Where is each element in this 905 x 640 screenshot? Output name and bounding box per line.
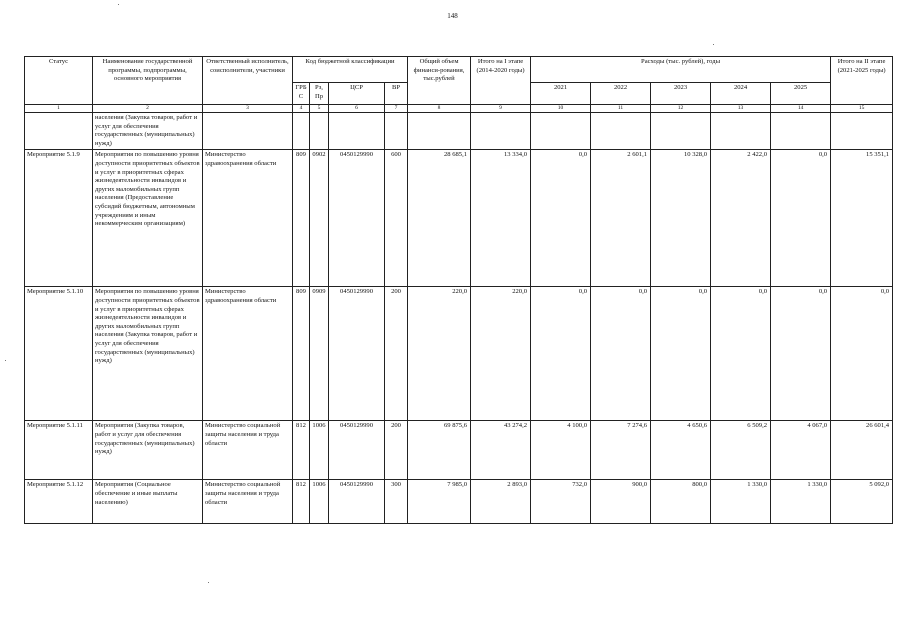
header-year-2021: 2021	[531, 83, 591, 105]
row-csr: 0450129990	[329, 287, 385, 421]
header-vr: ВР	[385, 83, 408, 105]
column-number: 2	[93, 105, 203, 113]
continuation-text: населения (Закупка товаров, работ и услуг для обеспечения государственных (муниципальных) нужд)	[93, 113, 203, 150]
row-rzpr: 0909	[310, 287, 329, 421]
table-row	[25, 287, 893, 421]
row-responsible: Министерство социальной защиты населения и труда области	[203, 421, 293, 480]
row-y2021: 4 100,0	[531, 421, 591, 480]
row-responsible: Министерство здравоохранения области	[203, 150, 293, 287]
row-stage1: 43 274,2	[471, 421, 531, 480]
header-stage1: Итого на I этапе (2014-2020 годы)	[471, 57, 531, 105]
header-expenses: Расходы (тыс. рублей), годы	[531, 57, 831, 83]
page-number: 148	[447, 12, 458, 20]
scan-speck	[118, 4, 119, 5]
column-number: 12	[651, 105, 711, 113]
header-year-2025: 2025	[771, 83, 831, 105]
header-year-2022: 2022	[591, 83, 651, 105]
header-csr: ЦСР	[329, 83, 385, 105]
header-responsible: Ответственный исполнитель, соисполнители, участники	[203, 57, 293, 105]
row-grbs: 812	[293, 421, 310, 480]
row-status: Мероприятие 5.1.10	[25, 287, 93, 421]
continuation-row	[25, 113, 893, 150]
row-y2024: 2 422,0	[711, 150, 771, 287]
column-number: 10	[531, 105, 591, 113]
row-stage2: 15 351,1	[831, 150, 893, 287]
row-name: Мероприятия (Закупка товаров, работ и услуг для обеспечения государственных (муниципальных) нужд)	[93, 421, 203, 480]
row-vr: 300	[385, 480, 408, 524]
column-number: 13	[711, 105, 771, 113]
row-total: 7 985,0	[408, 480, 471, 524]
row-csr: 0450129990	[329, 480, 385, 524]
row-stage1: 13 334,0	[471, 150, 531, 287]
header-budget-code: Код бюджетной классификации	[293, 57, 408, 83]
header-grbs: ГРБ С	[293, 83, 310, 105]
header-year-2023: 2023	[651, 83, 711, 105]
row-y2025: 0,0	[771, 287, 831, 421]
row-status: Мероприятие 5.1.9	[25, 150, 93, 287]
row-y2023: 0,0	[651, 287, 711, 421]
scan-speck	[713, 44, 714, 45]
budget-table	[24, 56, 893, 524]
scan-speck	[208, 582, 209, 583]
row-stage1: 220,0	[471, 287, 531, 421]
row-total: 28 685,1	[408, 150, 471, 287]
header-year-2024: 2024	[711, 83, 771, 105]
column-number: 3	[203, 105, 293, 113]
row-stage2: 5 092,0	[831, 480, 893, 524]
header-name: Наименование государственной программы, подпрограммы, основного мероприятия	[93, 57, 203, 105]
row-y2021: 0,0	[531, 287, 591, 421]
table-row	[25, 480, 893, 524]
row-y2025: 4 067,0	[771, 421, 831, 480]
row-rzpr: 1006	[310, 421, 329, 480]
row-y2023: 10 328,0	[651, 150, 711, 287]
row-name: Мероприятия (Социальное обеспечение и иные выплаты населению)	[93, 480, 203, 524]
row-y2022: 0,0	[591, 287, 651, 421]
header-stage2: Итого на II этапе (2021-2025 годы)	[831, 57, 893, 105]
row-y2025: 1 330,0	[771, 480, 831, 524]
row-y2023: 800,0	[651, 480, 711, 524]
row-status: Мероприятие 5.1.11	[25, 421, 93, 480]
column-number: 9	[471, 105, 531, 113]
row-name: Мероприятия по повышению уровня доступности приоритетных объектов и услуг в приоритетных сферах жизнедеятельности инвалидов и других маломобильных групп населения (Предоставление субсидий бюджетным, автономным учреждениям и иным некоммерческим организациям)	[93, 150, 203, 287]
row-y2022: 2 601,1	[591, 150, 651, 287]
column-number: 6	[329, 105, 385, 113]
column-number: 15	[831, 105, 893, 113]
column-number: 8	[408, 105, 471, 113]
row-vr: 200	[385, 421, 408, 480]
row-name: Мероприятия по повышению уровня доступности приоритетных объектов и услуг в приоритетных сферах жизнедеятельности инвалидов и других маломобильных групп населения (Закупка товаров, работ и услуг для обеспечения государственных (муниципальных) нужд)	[93, 287, 203, 421]
row-csr: 0450129990	[329, 150, 385, 287]
column-number: 1	[25, 105, 93, 113]
row-rzpr: 0902	[310, 150, 329, 287]
row-y2024: 6 509,2	[711, 421, 771, 480]
row-y2024: 1 330,0	[711, 480, 771, 524]
row-stage1: 2 893,0	[471, 480, 531, 524]
row-stage2: 26 601,4	[831, 421, 893, 480]
row-grbs: 809	[293, 287, 310, 421]
row-grbs: 809	[293, 150, 310, 287]
column-number: 7	[385, 105, 408, 113]
scan-speck	[5, 360, 6, 361]
header-total-volume: Общий объем финанси-рования, тыс.рублей	[408, 57, 471, 105]
row-total: 220,0	[408, 287, 471, 421]
row-status: Мероприятие 5.1.12	[25, 480, 93, 524]
column-number-row	[25, 105, 893, 113]
column-number: 11	[591, 105, 651, 113]
row-rzpr: 1006	[310, 480, 329, 524]
row-total: 69 875,6	[408, 421, 471, 480]
row-y2021: 732,0	[531, 480, 591, 524]
row-csr: 0450129990	[329, 421, 385, 480]
table-row	[25, 421, 893, 480]
row-y2021: 0,0	[531, 150, 591, 287]
row-y2025: 0,0	[771, 150, 831, 287]
column-number: 5	[310, 105, 329, 113]
row-y2024: 0,0	[711, 287, 771, 421]
row-vr: 200	[385, 287, 408, 421]
row-responsible: Министерство здравоохранения области	[203, 287, 293, 421]
row-grbs: 812	[293, 480, 310, 524]
row-responsible: Министерство социальной защиты населения и труда области	[203, 480, 293, 524]
row-vr: 600	[385, 150, 408, 287]
table-row	[25, 150, 893, 287]
row-y2022: 900,0	[591, 480, 651, 524]
column-number: 4	[293, 105, 310, 113]
row-y2023: 4 650,6	[651, 421, 711, 480]
header-rzpr: Рз, Пр	[310, 83, 329, 105]
column-number: 14	[771, 105, 831, 113]
row-stage2: 0,0	[831, 287, 893, 421]
row-y2022: 7 274,6	[591, 421, 651, 480]
header-status: Статус	[25, 57, 93, 105]
